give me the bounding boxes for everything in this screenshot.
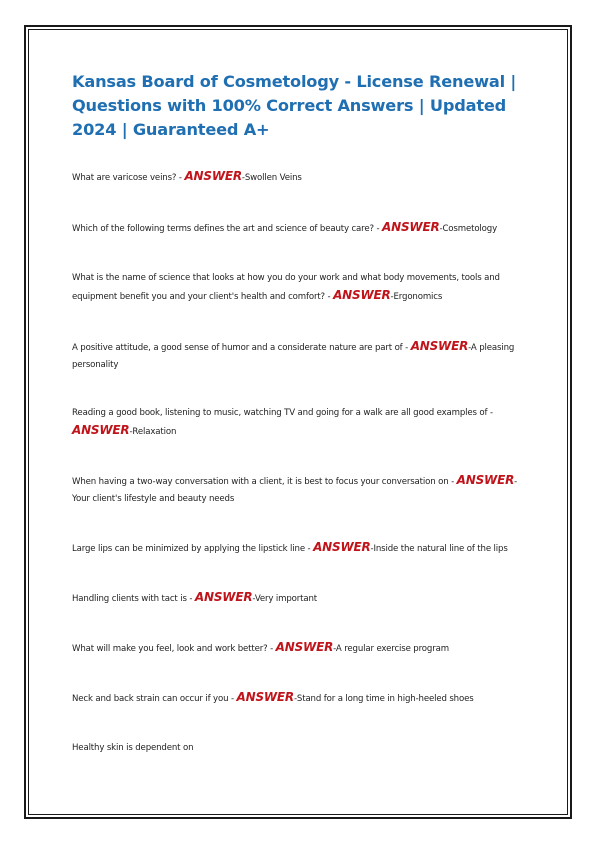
trailing-question: Healthy skin is dependent on (72, 743, 194, 753)
answer-text: -Your client's lifestyle and beauty needs (72, 477, 518, 504)
question-text: Reading a good book, listening to music, watching TV and going for a walk are all good examples of (72, 408, 488, 418)
question-separator: - (373, 224, 383, 234)
question-separator: - (176, 173, 185, 183)
question-separator: - (487, 408, 493, 418)
question-separator: - (267, 644, 276, 654)
answer-label: ANSWER (275, 640, 334, 654)
qa-item (72, 689, 528, 708)
answer-label: ANSWER (184, 169, 242, 183)
qa-item (72, 539, 528, 558)
answer-text: -Very important (252, 594, 318, 604)
answer-label: ANSWER (236, 690, 294, 704)
question-text: Neck and back strain can occur if you (72, 694, 229, 704)
qa-item (72, 168, 528, 187)
qa-list (72, 168, 528, 757)
qa-item (72, 472, 528, 508)
answer-text: -Stand for a long time in high-heeled shoes (293, 694, 474, 704)
answer-text: -Swollen Veins (241, 173, 302, 183)
question-separator: - (324, 292, 334, 302)
answer-text: -A regular exercise program (333, 644, 449, 654)
qa-item (72, 639, 528, 658)
answer-label: ANSWER (72, 423, 130, 437)
answer-text: -Relaxation (129, 427, 177, 437)
document-body (72, 70, 528, 757)
qa-item (72, 405, 528, 441)
question-text: What will make you feel, look and work better? (72, 644, 268, 654)
question-text: Large lips can be minimized by applying the lipstick line (72, 544, 305, 554)
question-separator: - (304, 544, 314, 554)
answer-label: ANSWER (333, 288, 391, 302)
answer-text: -Cosmetology (439, 224, 498, 234)
answer-label: ANSWER (456, 473, 515, 487)
question-text: When having a two-way conversation with a client, it is best to focus your conversation on (72, 477, 449, 487)
answer-label: ANSWER (382, 220, 440, 234)
answer-text: -Ergonomics (390, 292, 443, 302)
question-text: A positive attitude, a good sense of humor and a considerate nature are part of (72, 343, 403, 353)
question-separator: - (228, 694, 237, 704)
qa-item (72, 270, 528, 306)
question-separator: - (448, 477, 457, 487)
answer-label: ANSWER (194, 590, 253, 604)
question-text: What is the name of science that looks at how you do your work and what body movements, tools and equipment benefit you and your client's health and comfort? (72, 273, 500, 302)
document-title: Kansas Board of Cosmetology - License Renewal | Questions with 100% Correct Answers | Updated 2024 | Guaranteed A+ (72, 72, 517, 139)
answer-text: -Inside the natural line of the lips (370, 544, 508, 554)
question-separator: - (402, 343, 411, 353)
question-text: Which of the following terms defines the art and science of beauty care? (72, 224, 374, 234)
question-separator: - (186, 594, 195, 604)
qa-item (72, 338, 528, 374)
answer-text: -A pleasing personality (72, 343, 515, 370)
question-text: Handling clients with tact is (72, 594, 187, 604)
qa-item (72, 589, 528, 608)
question-text: What are varicose veins? (72, 173, 177, 183)
qa-item (72, 219, 528, 238)
answer-label: ANSWER (313, 540, 371, 554)
answer-label: ANSWER (410, 339, 469, 353)
